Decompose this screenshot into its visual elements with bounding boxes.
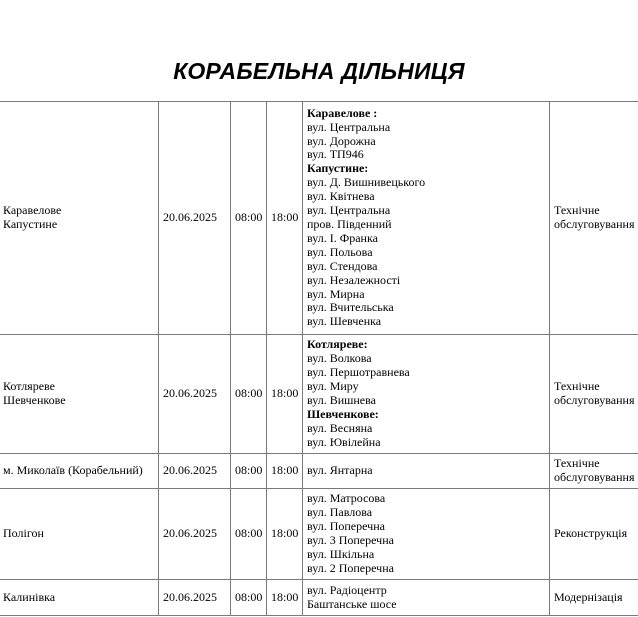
streets-cell [303, 489, 550, 580]
street-name: пров. Південний [307, 217, 392, 231]
streets-cell [303, 335, 550, 454]
street-name: вул. Центральна [307, 203, 391, 218]
settlement-heading: Капустине: [307, 161, 369, 176]
settlement-name: Котляреве [3, 379, 55, 394]
street-name: вул. Шкільна [307, 546, 375, 561]
work-type-label: Модернізація [554, 589, 623, 604]
settlement-heading: Котляреве: [307, 337, 368, 352]
table-row [0, 489, 638, 580]
page-title: КОРАБЕЛЬНА ДІЛЬНИЦЯ [173, 58, 465, 84]
time-to-cell: 18:00 [267, 335, 303, 454]
work-type-cell [550, 580, 638, 616]
street-name: вул. Янтарна [307, 463, 373, 478]
street-name: вул. Мирна [307, 286, 365, 301]
table-row [0, 102, 638, 335]
outage-schedule-table [0, 101, 638, 616]
work-type-label: Реконструкція [554, 526, 628, 541]
street-name: вул. Стендова [307, 258, 378, 273]
street-name: вул. І. Франка [307, 230, 378, 245]
street-name: вул. Незалежності [307, 272, 401, 287]
streets-cell [303, 102, 550, 335]
settlement-name: Капустине [3, 217, 58, 231]
street-name: вул. Вчительська [307, 300, 394, 315]
work-type-label: Технічне [554, 203, 600, 218]
street-name: вул. Польова [307, 244, 373, 259]
street-name: вул. ТП946 [307, 147, 364, 162]
work-type-label: Технічне [554, 456, 600, 471]
work-type-cell [550, 489, 638, 580]
settlement-cell [0, 489, 159, 580]
settlement-heading: Шевченкове: [307, 406, 379, 421]
street-name: вул. Дорожна [307, 133, 376, 148]
settlement-heading: Каравелове : [307, 105, 378, 120]
street-name: вул. Квітнева [307, 189, 375, 204]
settlement-cell [0, 454, 159, 489]
date-cell: 20.06.2025 [159, 454, 231, 489]
settlement-name: м. Миколаїв (Корабельний) [3, 463, 143, 478]
street-name: вул. Матросова [307, 491, 386, 506]
street-name: вул. Д. Вишнивецького [307, 175, 426, 190]
work-type-label: обслуговування [554, 217, 635, 231]
street-name: вул. Першотравнева [307, 365, 410, 380]
settlement-cell [0, 335, 159, 454]
street-name: вул. Центральна [307, 119, 391, 134]
streets-cell [303, 454, 550, 489]
work-type-label: обслуговування [554, 470, 635, 484]
time-from-cell: 08:00 [231, 454, 267, 489]
time-from-cell: 08:00 [231, 580, 267, 616]
date-cell: 20.06.2025 [159, 580, 231, 616]
settlement-cell [0, 580, 159, 616]
street-name: вул. 2 Поперечна [307, 560, 394, 575]
time-to-cell: 18:00 [267, 454, 303, 489]
street-name: Баштанське шосе [307, 596, 397, 611]
settlement-cell [0, 102, 159, 335]
date-cell: 20.06.2025 [159, 335, 231, 454]
street-name: вул. Ювілейна [307, 434, 381, 449]
street-name: вул. Весняна [307, 420, 373, 435]
time-to-cell: 18:00 [267, 489, 303, 580]
settlement-name: Калинівка [3, 589, 56, 604]
settlement-name: Каравелове [3, 203, 62, 218]
time-from-cell: 08:00 [231, 335, 267, 454]
street-name: вул. 3 Поперечна [307, 533, 394, 547]
time-to-cell: 18:00 [267, 580, 303, 616]
settlement-name: Шевченкове [3, 393, 66, 407]
table-row [0, 454, 638, 489]
work-type-label: Технічне [554, 379, 600, 394]
table-body [0, 102, 638, 616]
street-name: вул. Шевченка [307, 314, 382, 329]
work-type-label: обслуговування [554, 393, 635, 407]
work-type-cell [550, 102, 638, 335]
time-to-cell: 18:00 [267, 102, 303, 335]
time-from-cell: 08:00 [231, 489, 267, 580]
date-cell: 20.06.2025 [159, 489, 231, 580]
date-cell: 20.06.2025 [159, 102, 231, 335]
street-name: вул. Павлова [307, 505, 373, 520]
settlement-name: Полігон [3, 526, 44, 541]
street-name: вул. Радіоцентр [307, 582, 387, 597]
table-row [0, 335, 638, 454]
street-name: вул. Волкова [307, 351, 372, 366]
street-name: вул. Поперечна [307, 519, 385, 534]
street-name: вул. Вишнева [307, 393, 376, 407]
streets-cell [303, 580, 550, 616]
work-type-cell [550, 454, 638, 489]
street-name: вул. Миру [307, 379, 359, 394]
time-from-cell: 08:00 [231, 102, 267, 335]
work-type-cell [550, 335, 638, 454]
table-row [0, 580, 638, 616]
